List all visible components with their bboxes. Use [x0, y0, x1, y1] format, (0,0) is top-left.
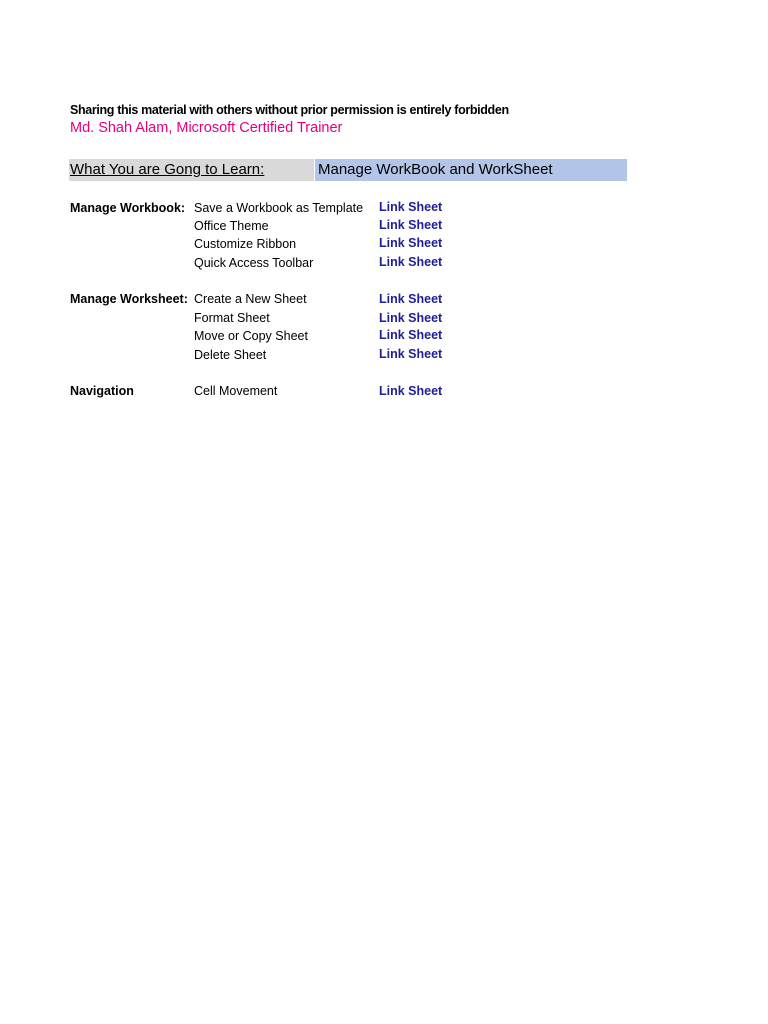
link-sheet-quick-access-toolbar[interactable]: Link Sheet [379, 255, 443, 269]
topic-create-new-sheet: Create a New Sheet [194, 292, 307, 306]
topic-move-copy-sheet: Move or Copy Sheet [194, 329, 308, 343]
heading-label: What You are Gong to Learn: [69, 159, 314, 181]
notice-text: Sharing this material with others without prior permission is entirely forbidden [70, 103, 509, 117]
link-sheet-customize-ribbon[interactable]: Link Sheet [379, 236, 443, 250]
topic-office-theme: Office Theme [194, 219, 269, 233]
heading-title: Manage WorkBook and WorkSheet [315, 159, 627, 181]
link-sheet-office-theme[interactable]: Link Sheet [379, 218, 443, 232]
heading-row [69, 159, 627, 181]
topic-save-workbook-template: Save a Workbook as Template [194, 201, 364, 215]
topic-quick-access-toolbar: Quick Access Toolbar [194, 256, 314, 270]
link-sheet-cell-movement[interactable]: Link Sheet [379, 384, 443, 398]
section-label-navigation: Navigation [70, 384, 134, 398]
topic-format-sheet: Format Sheet [194, 311, 270, 325]
topic-delete-sheet: Delete Sheet [194, 348, 267, 362]
section-label-manage-workbook: Manage Workbook: [70, 201, 186, 215]
topic-cell-movement: Cell Movement [194, 384, 278, 398]
link-sheet-create-new-sheet[interactable]: Link Sheet [379, 292, 443, 306]
link-sheet-move-copy-sheet[interactable]: Link Sheet [379, 328, 443, 342]
link-sheet-save-workbook-template[interactable]: Link Sheet [379, 200, 443, 214]
link-sheet-format-sheet[interactable]: Link Sheet [379, 311, 443, 325]
topic-customize-ribbon: Customize Ribbon [194, 237, 297, 251]
link-sheet-delete-sheet[interactable]: Link Sheet [379, 347, 443, 361]
author-line: Md. Shah Alam, Microsoft Certified Trainer [70, 120, 343, 136]
section-label-manage-worksheet: Manage Worksheet: [70, 292, 188, 306]
